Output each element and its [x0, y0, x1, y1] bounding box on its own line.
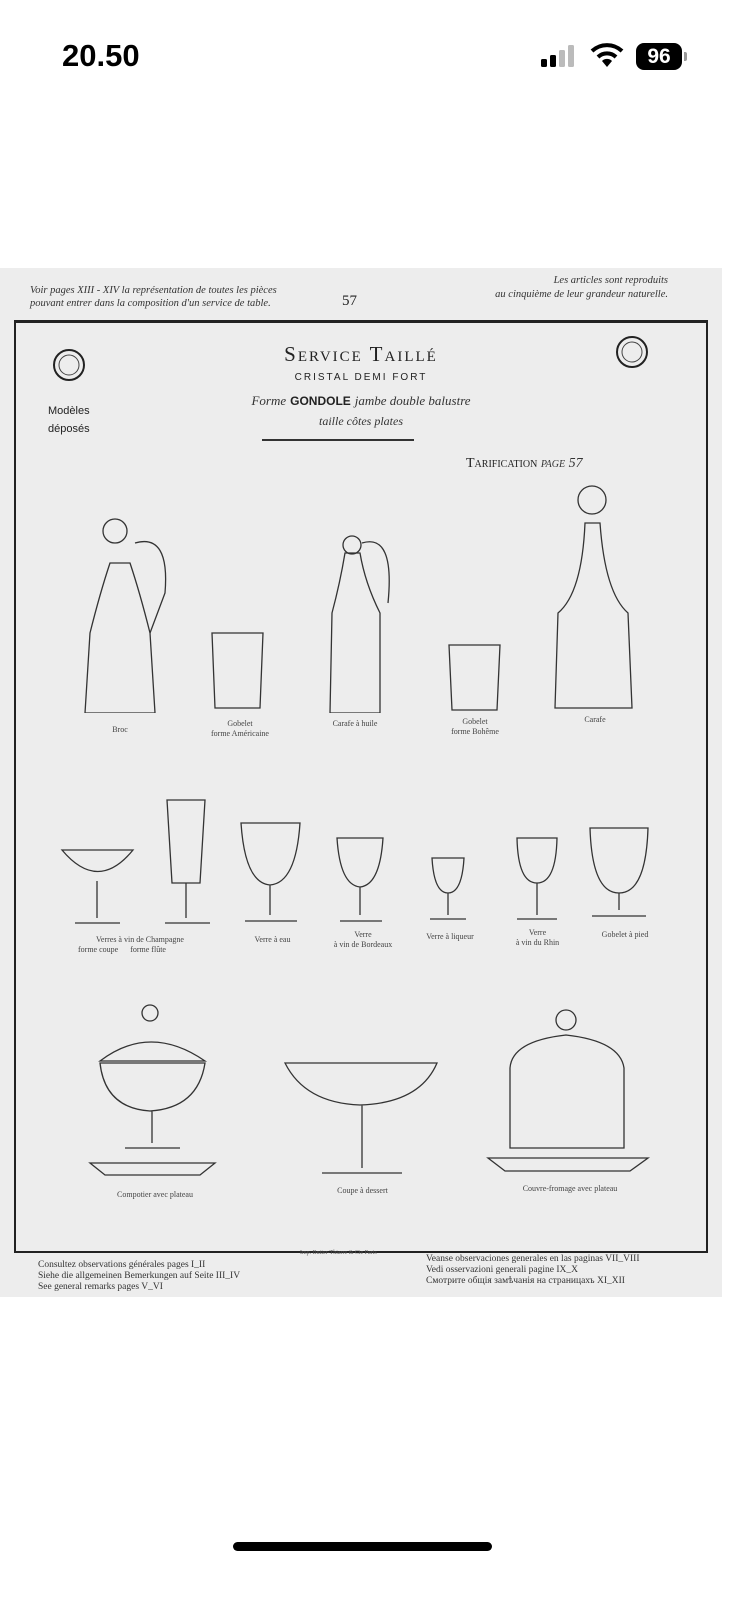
cellular-signal-icon	[541, 45, 579, 69]
form-prefix: Forme	[251, 393, 287, 408]
caption-coupe-dessert: Coupe à dessert	[337, 1186, 388, 1195]
caption-verre-eau: Verre à eau	[254, 935, 291, 944]
gobelet-americaine-illustration	[212, 633, 263, 708]
models-line: Modèles	[48, 405, 90, 417]
footer-line: See general remarks pages V_VI	[38, 1282, 163, 1292]
tarification-link	[466, 456, 583, 472]
footer-left-notes	[38, 1260, 240, 1293]
form-suffix: jambe double balustre	[354, 393, 471, 408]
caption-carafe-huile: Carafe à huile	[332, 719, 378, 728]
footer-line: Смотрите общія замѣчанія на страницахъ XI_XII	[426, 1276, 625, 1286]
caption-line: Gobelet	[462, 717, 488, 726]
flute-champagne-illustration	[165, 800, 210, 923]
battery-indicator: 96	[636, 43, 682, 70]
gobelet-boheme-illustration	[449, 645, 500, 710]
caption-line: forme Bohême	[451, 727, 499, 736]
caption-line: à vin du Rhin	[515, 938, 560, 947]
footer-line: Vedi osservazioni generali pagine IX_X	[426, 1265, 578, 1275]
note-line: pouvant entrer dans la composition d'un service de table.	[30, 298, 271, 309]
note-line: au cinquième de leur grandeur naturelle.	[495, 289, 668, 300]
caption-line: forme coupe forme flûte	[78, 945, 166, 954]
row2-glassware-illustrations	[0, 793, 722, 933]
carafe-illustration	[555, 486, 632, 708]
caption-carafe: Carafe	[584, 715, 606, 724]
tarification-label: Tarification	[466, 456, 538, 471]
verre-rhin-illustration	[517, 838, 557, 919]
compotier-plateau-illustration	[90, 1005, 215, 1175]
caption-verres-champagne	[62, 935, 222, 955]
form-line	[0, 392, 722, 410]
footer-line: Siehe die allgemeinen Bemerkungen auf Seite III_IV	[38, 1271, 241, 1281]
caption-line: forme Américaine	[211, 729, 269, 738]
caption-gobelet-pied: Gobelet à pied	[601, 930, 649, 939]
catalog-page-image[interactable]	[0, 268, 722, 1297]
verre-bordeaux-illustration	[337, 838, 383, 921]
broc-pitcher-illustration	[85, 519, 166, 713]
verre-liqueur-illustration	[430, 858, 466, 919]
gobelet-pied-illustration	[590, 828, 648, 916]
note-line: Voir pages XIII - XIV la représentation de toutes les pièces	[30, 285, 277, 296]
page-title: Service Taillé	[284, 342, 438, 366]
caption-line: Verre	[354, 930, 372, 939]
tarification-page: page 57	[540, 456, 583, 471]
footer-right-notes	[426, 1254, 640, 1287]
top-left-note	[30, 284, 277, 310]
top-right-note	[495, 274, 668, 302]
cut-line: taille côtes plates	[319, 414, 403, 428]
wifi-icon	[590, 42, 624, 68]
row3-glassware-illustrations	[0, 1003, 722, 1183]
caption-couvre-fromage: Couvre-fromage avec plateau	[522, 1184, 618, 1193]
caption-line: Verres à vin de Champagne	[96, 935, 184, 944]
caption-verre-bordeaux	[318, 930, 408, 950]
subtitle: CRISTAL DEMI FORT	[294, 372, 428, 383]
status-bar	[0, 0, 739, 110]
row1-glassware-illustrations	[0, 483, 722, 713]
caption-compotier: Compotier avec plateau	[117, 1190, 193, 1199]
models-note	[48, 402, 90, 438]
coupe-champagne-illustration	[62, 850, 133, 923]
coupe-dessert-illustration	[285, 1063, 437, 1173]
models-line: déposés	[48, 423, 90, 435]
caption-verre-rhin	[500, 928, 575, 948]
couvre-fromage-illustration	[488, 1010, 648, 1171]
caption-broc: Broc	[112, 725, 128, 734]
home-indicator[interactable]	[233, 1542, 492, 1551]
page-number: 57	[342, 293, 357, 309]
title-divider	[262, 439, 414, 441]
note-line: Les articles sont reproduits	[553, 275, 668, 286]
footer-line: Veanse observaciones generales en las paginas VII_VIII	[426, 1254, 640, 1264]
caption-line: à vin de Bordeaux	[333, 940, 393, 949]
battery-tip	[684, 52, 687, 61]
verre-eau-illustration	[241, 823, 300, 921]
printer-credit: Imp. Butter-Thiarre & Cie Paris	[300, 1250, 377, 1256]
footer-line: Consultez observations générales pages I_II	[38, 1260, 206, 1270]
caption-gobelet-boheme	[430, 717, 520, 737]
caption-gobelet-americaine	[195, 719, 285, 739]
caption-line: Verre	[528, 928, 547, 937]
clock: 20.50	[62, 38, 140, 73]
caption-line: Gobelet	[227, 719, 253, 728]
caption-verre-liqueur: Verre à liqueur	[426, 932, 474, 941]
carafe-huile-illustration	[330, 536, 389, 713]
form-name: GONDOLE	[290, 394, 351, 408]
